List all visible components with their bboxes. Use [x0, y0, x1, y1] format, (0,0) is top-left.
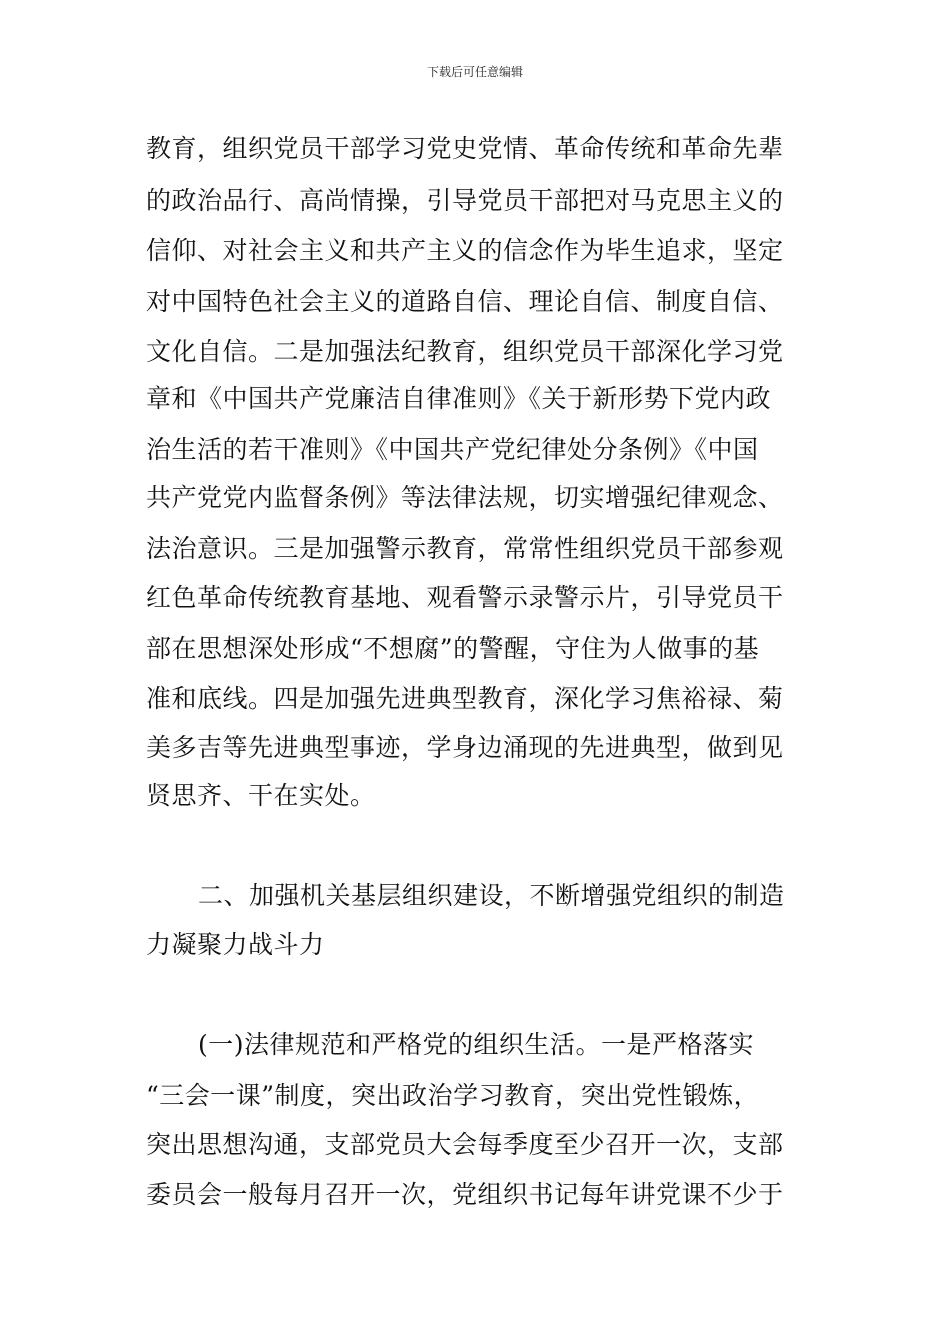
text-line: 法治意识。三是加强警示教育，常常性组织党员干部参观 — [146, 534, 784, 563]
section-heading: 二、加强机关基层组织建设，不断增强党组织的制造 — [198, 881, 785, 910]
text-line: 美多吉等先进典型事迹，学身边涌现的先进典型，做到见 — [146, 733, 784, 762]
text-line: 治生活的若干准则》《中国共产党纪律处分条例》《中国 — [146, 435, 759, 464]
text-line: 信仰、对社会主义和共产主义的信念作为毕生追求，坚定 — [146, 236, 784, 265]
text-line: “三会一课”制度，突出政治学习教育，突出党性锻炼， — [146, 1081, 760, 1110]
header-note: 下载后可任意编辑 — [426, 65, 523, 79]
text-line: 委员会一般每月召开一次，党组织书记每年讲党课不少于 — [146, 1180, 784, 1209]
text-line: 章和《中国共产党廉洁自律准则》《关于新形势下党内政 — [146, 384, 772, 413]
text-line: 部在思想深处形成“不想腐”的警醒，守住为人做事的基 — [146, 634, 760, 663]
text-line: 的政治品行、高尚情操，引导党员干部把对马克思主义的 — [146, 186, 784, 215]
text-line: 文化自信。二是加强法纪教育，组织党员干部深化学习党 — [146, 337, 784, 366]
text-line: 教育，组织党员干部学习党史党情、革命传统和革命先辈 — [146, 134, 784, 163]
text-line: 贤思齐、干在实处。 — [146, 781, 376, 810]
text-line: 共产党党内监督条例》等法律法规，切实增强纪律观念、 — [146, 483, 784, 512]
text-line: 准和底线。四是加强先进典型教育，深化学习焦裕禄、菊 — [146, 684, 784, 713]
text-line: 对中国特色社会主义的道路自信、理论自信、制度自信、 — [146, 287, 784, 316]
section-heading-continued: 力凝聚力战斗力 — [146, 930, 325, 959]
text-line: 突出思想沟通，支部党员大会每季度至少召开一次，支部 — [146, 1130, 784, 1159]
text-line: (一)法律规范和严格党的组织生活。一是严格落实 — [198, 1030, 755, 1059]
text-line: 红色革命传统教育基地、观看警示录警示片，引导党员干 — [146, 583, 784, 612]
